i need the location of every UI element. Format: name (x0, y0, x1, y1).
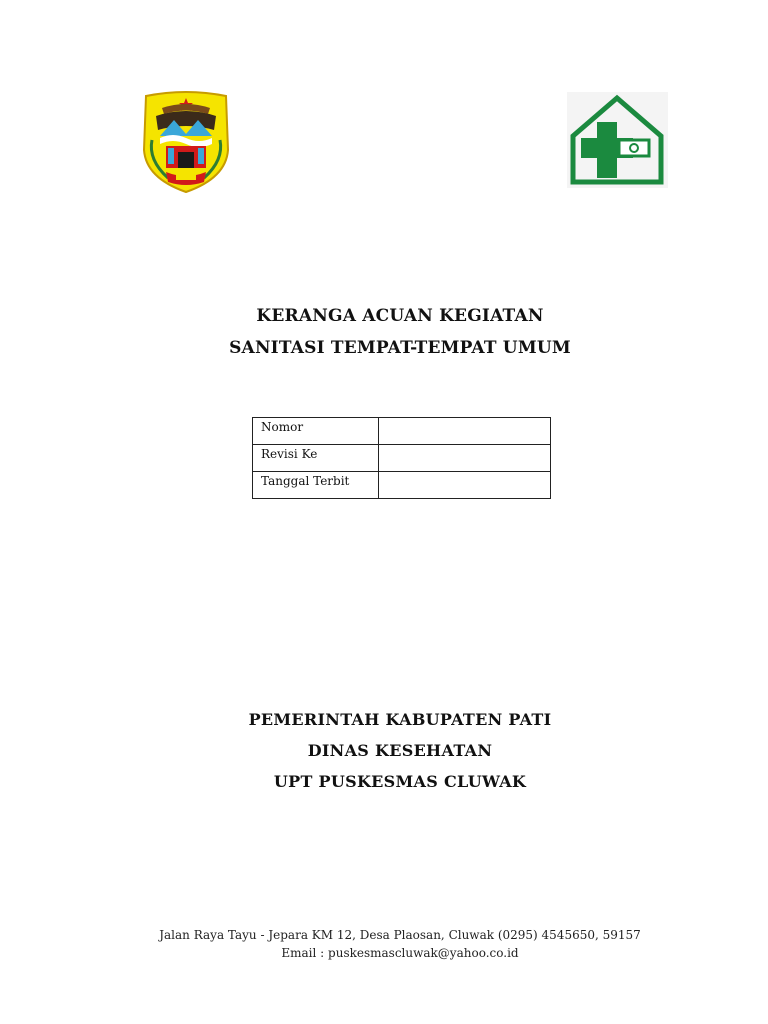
table-row (253, 445, 551, 472)
document-info-table (252, 417, 551, 499)
table-cell-label: Revisi Ke (253, 445, 379, 472)
footer-address: Jalan Raya Tayu - Jepara KM 12, Desa Plaosan, Cluwak (0295) 4545650, 59157 (159, 928, 641, 942)
table-row (253, 418, 551, 445)
table-cell-value (379, 445, 551, 472)
puskesmas-logo (567, 92, 668, 188)
document-subtitle: SANITASI TEMPAT-TEMPAT UMUM (229, 338, 571, 358)
table-row (253, 472, 551, 499)
footer-email: Email : puskesmascluwak@yahoo.co.id (281, 946, 519, 960)
government-name: PEMERINTAH KABUPATEN PATI (248, 710, 552, 729)
document-title: KERANGA ACUAN KEGIATAN (256, 306, 544, 326)
table-cell-label: Tanggal Terbit (253, 472, 379, 499)
seal-icon (138, 90, 234, 194)
table-cell-value (379, 472, 551, 499)
table-cell-label: Nomor (253, 418, 379, 445)
department-name: DINAS KESEHATAN (307, 741, 493, 760)
puskesmas-cross-icon (567, 92, 668, 188)
table-cell-value (379, 418, 551, 445)
unit-name: UPT PUSKESMAS CLUWAK (273, 772, 527, 791)
pati-regency-seal-logo (138, 90, 234, 194)
